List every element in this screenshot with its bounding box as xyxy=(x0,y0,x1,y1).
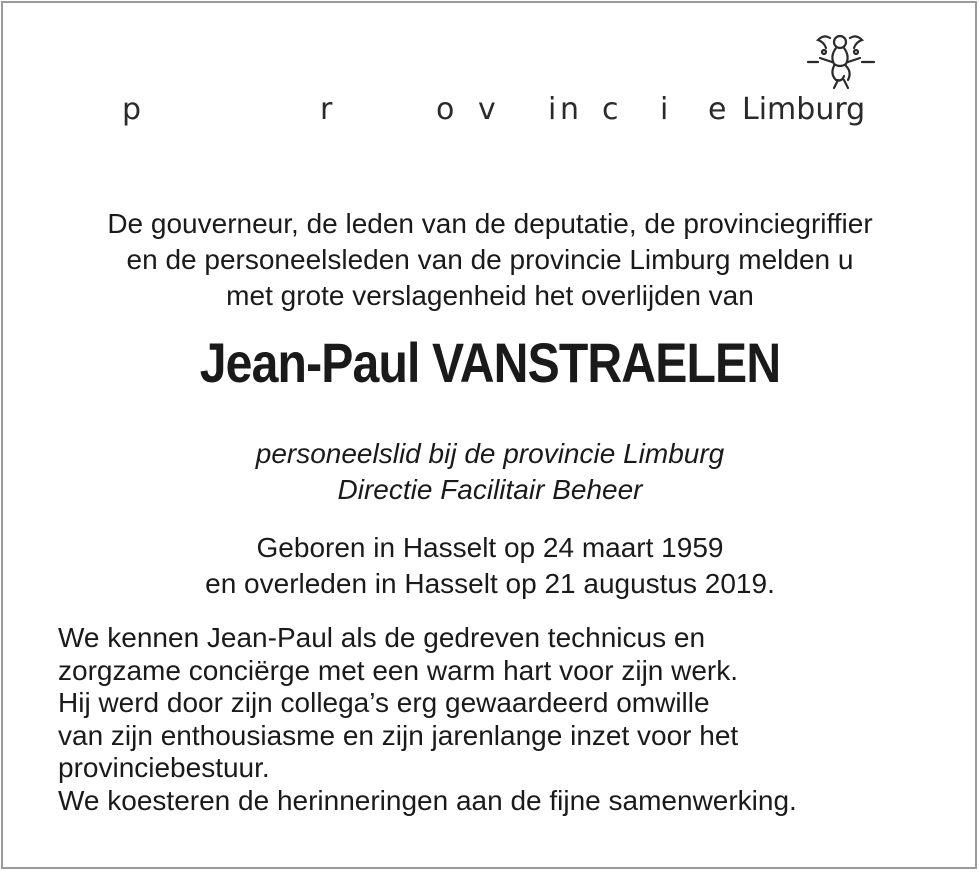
dates-line: en overleden in Hasselt op 21 augustus 2019. xyxy=(205,568,775,599)
provincial-emblem-icon xyxy=(800,30,880,92)
tribute-line: We kennen Jean-Paul als de gedreven technicus en xyxy=(58,622,706,653)
logo-word-limburg: Limburg xyxy=(742,92,866,127)
logo-letter: n xyxy=(560,92,581,127)
role-line: Directie Facilitair Beheer xyxy=(337,474,643,505)
tribute-paragraph xyxy=(58,622,938,817)
tribute-line: zorgzame conciërge met een warm hart voor zijn werk. xyxy=(58,654,739,686)
logo-letter: v xyxy=(478,92,497,127)
logo-letter: r xyxy=(320,92,334,127)
provincie-limburg-logo xyxy=(0,92,980,142)
intro-line: en de personeelsleden van de provincie Limburg melden u xyxy=(126,244,854,275)
tribute-line: We koesteren de herinneringen aan de fijne samenwerking. xyxy=(58,784,797,816)
intro-line: met grote verslagenheid het overlijden van xyxy=(226,280,754,311)
logo-letter: i xyxy=(660,92,670,127)
intro-paragraph xyxy=(0,206,980,314)
dates-line: Geboren in Hasselt op 24 maart 1959 xyxy=(256,532,724,563)
logo-letter: c xyxy=(602,92,620,127)
logo-letter: e xyxy=(708,92,728,127)
logo-letter: o xyxy=(436,92,456,127)
intro-line: De gouverneur, de leden van de deputatie, de provinciegriffier xyxy=(107,208,873,239)
logo-letter: i xyxy=(548,92,558,127)
role-description xyxy=(0,436,980,508)
deceased-name: Jean-Paul VANSTRAELEN xyxy=(199,331,781,394)
logo-letter: p xyxy=(122,92,143,127)
tribute-line: van zijn enthousiasme en zijn jarenlange inzet voor het xyxy=(58,719,739,751)
role-line: personeelslid bij de provincie Limburg xyxy=(255,438,725,469)
tribute-line: provinciebestuur. xyxy=(58,752,270,783)
life-dates xyxy=(0,530,980,602)
tribute-line: Hij werd door zijn collega’s erg gewaardeerd omwille xyxy=(58,687,710,718)
